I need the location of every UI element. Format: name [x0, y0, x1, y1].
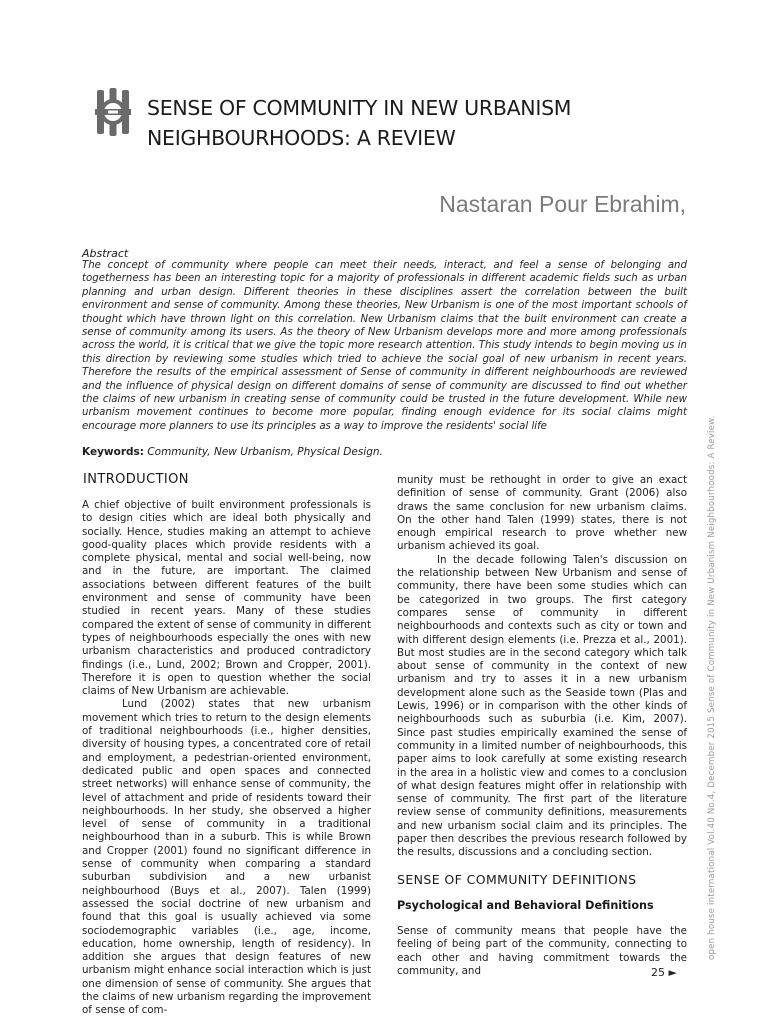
definitions-heading: SENSE OF COMMUNITY DEFINITIONS: [397, 872, 637, 887]
right-column: [397, 474, 687, 860]
definitions-subheading: Psychological and Behavioral Definitions: [397, 899, 654, 912]
title-line-1: SENSE OF COMMUNITY IN NEW URBANISM: [147, 96, 572, 120]
introduction-heading: INTRODUCTION: [83, 472, 189, 487]
keywords-line: [82, 446, 687, 458]
definitions-paragraph-1: Sense of community means that people have the feeling of being part of the community, connecting to each other and having commitment towards the community, and: [397, 925, 687, 977]
intro-paragraph-4: In the decade following Talen's discussion on the relationship between New Urbanism and sense of community, there have been some studies which can be categorized in two groups. The first category compares sense of community in different neighbourhoods and contexts such as city or town and with different design elements (i.e. Prezza et al., 2001). But most studies are in the second category which talk about sense of community in the context of new urbanism and try to asses it in a new urbanism development alone such as the Seaside town (Plas and Lewis, 1996) or in comparison with the other kinds of neighbourhoods such as suburbia (i.e. Kim, 2007). Since past studies empirically examined the sense of community in a limited number of neighbourhoods, this paper aims to look carefully at some existing research in the area in a holistic view and comes to a conclusion of what design features might offer in relationship with sense of community. The first part of the literature review sense of community definitions, measurements and new urbanism social claim and its principles. The paper then describes the previous research followed by the results, discussions and a concluding section.: [397, 553, 687, 859]
intro-paragraph-3: munity must be rethought in order to give an exact definition of sense of community. Grant (2006) also draws the same conclusion for new urbanism claims. On the other hand Talen (1999) states, there is not enough empirical research to prove whether new urbanism achieved its goal.: [397, 474, 687, 553]
title-line-2: NEIGHBOURHOODS: A REVIEW: [147, 126, 456, 150]
intro-paragraph-1: A chief objective of built environment professionals is to design cities which are ideal both physically and socially. Hence, studies making an attempt to achieve good-quality places which provide residents with a complete physical, mental and social well-being, now and in the future, are important. The claimed associations between different features of the built environment and sense of community have been studied in recent years. Many of these studies compared the extent of sense of community in different types of neighbourhoods especially the ones with new urbanism characteristics and produced contradictory findings (i.e., Lund, 2002; Brown and Cropper, 2001). Therefore it is open to question whether the social claims of New Urbanism are achievable.: [82, 499, 371, 698]
definitions-column: [397, 925, 687, 978]
article-title: [147, 93, 667, 153]
page-number: 25 ►: [651, 966, 677, 979]
journal-citation: open house international Vol.40 No.4, December 2015 Sense of Community in New Urbanism Neighbourhoods: A Review.: [707, 415, 717, 960]
abstract-text: The concept of community where people can meet their needs, interact, and feel a sense of belonging and togetherness has been an interesting topic for a majority of professionals in different academic fields such as urban planning and urban design. Different theories in these disciplines assert the correlation between the built environment and sense of community. Among these theories, New Urbanism is one of the most important schools of thought which have thrown light on this correlation. New Urbanism claims that the built environment can create a sense of community among its users. As the theory of New Urbanism develops more and more among professionals across the world, it is critical that we give the topic more research attention. This study intends to begin moving us in this direction by reviewing some studies which tried to achieve the social goal of new urbanism in recent years. Therefore the results of the empirical assessment of Sense of community in different neighbourhoods are reviewed and the influence of physical design on different domains of sense of community are discussed to find out whether the claims of new urbanism in creating sense of community could be trusted in the future development. While new urbanism movement continues to become more popular, finding enough evidence for its social claims might encourage more planners to use its principles as a way to improve the residents' social life: [82, 260, 687, 432]
abstract-label: Abstract: [82, 247, 129, 260]
keywords-label: Keywords:: [82, 446, 144, 458]
journal-logo-icon: [93, 88, 133, 136]
intro-paragraph-2: Lund (2002) states that new urbanism movement which tries to return to the design elements of traditional neighbourhoods (i.e., higher densities, diversity of housing types, a concentrated core of retail and employment, a pedestrian-oriented environment, dedicated public and open spaces and connected street networks) will enhance sense of community, the level of attachment and pride of residents toward their neighbourhoods. In her study, she observed a higher level of sense of community in a traditional neighbourhood than in a suburb. This is while Brown and Cropper (2001) found no significant difference in sense of community when comparing a standard suburban subdivision and a new urbanist neighbourhood (Buys et al., 2007). Talen (1999) assessed the social doctrine of new urbanism and found that this goal is usually achieved via some sociodemographic variables (i.e., age, income, education, home ownership, length of residency). In addition she argues that design features of new urbanism might enhance social interaction which is just one dimension of sense of community. She argues that the claims of new urbanism regarding the improvement of sense of com-: [82, 698, 371, 1017]
keywords-value: Community, New Urbanism, Physical Design.: [147, 446, 383, 458]
left-column: [82, 499, 371, 1018]
author-name: Nastaran Pour Ebrahim,: [439, 191, 686, 217]
